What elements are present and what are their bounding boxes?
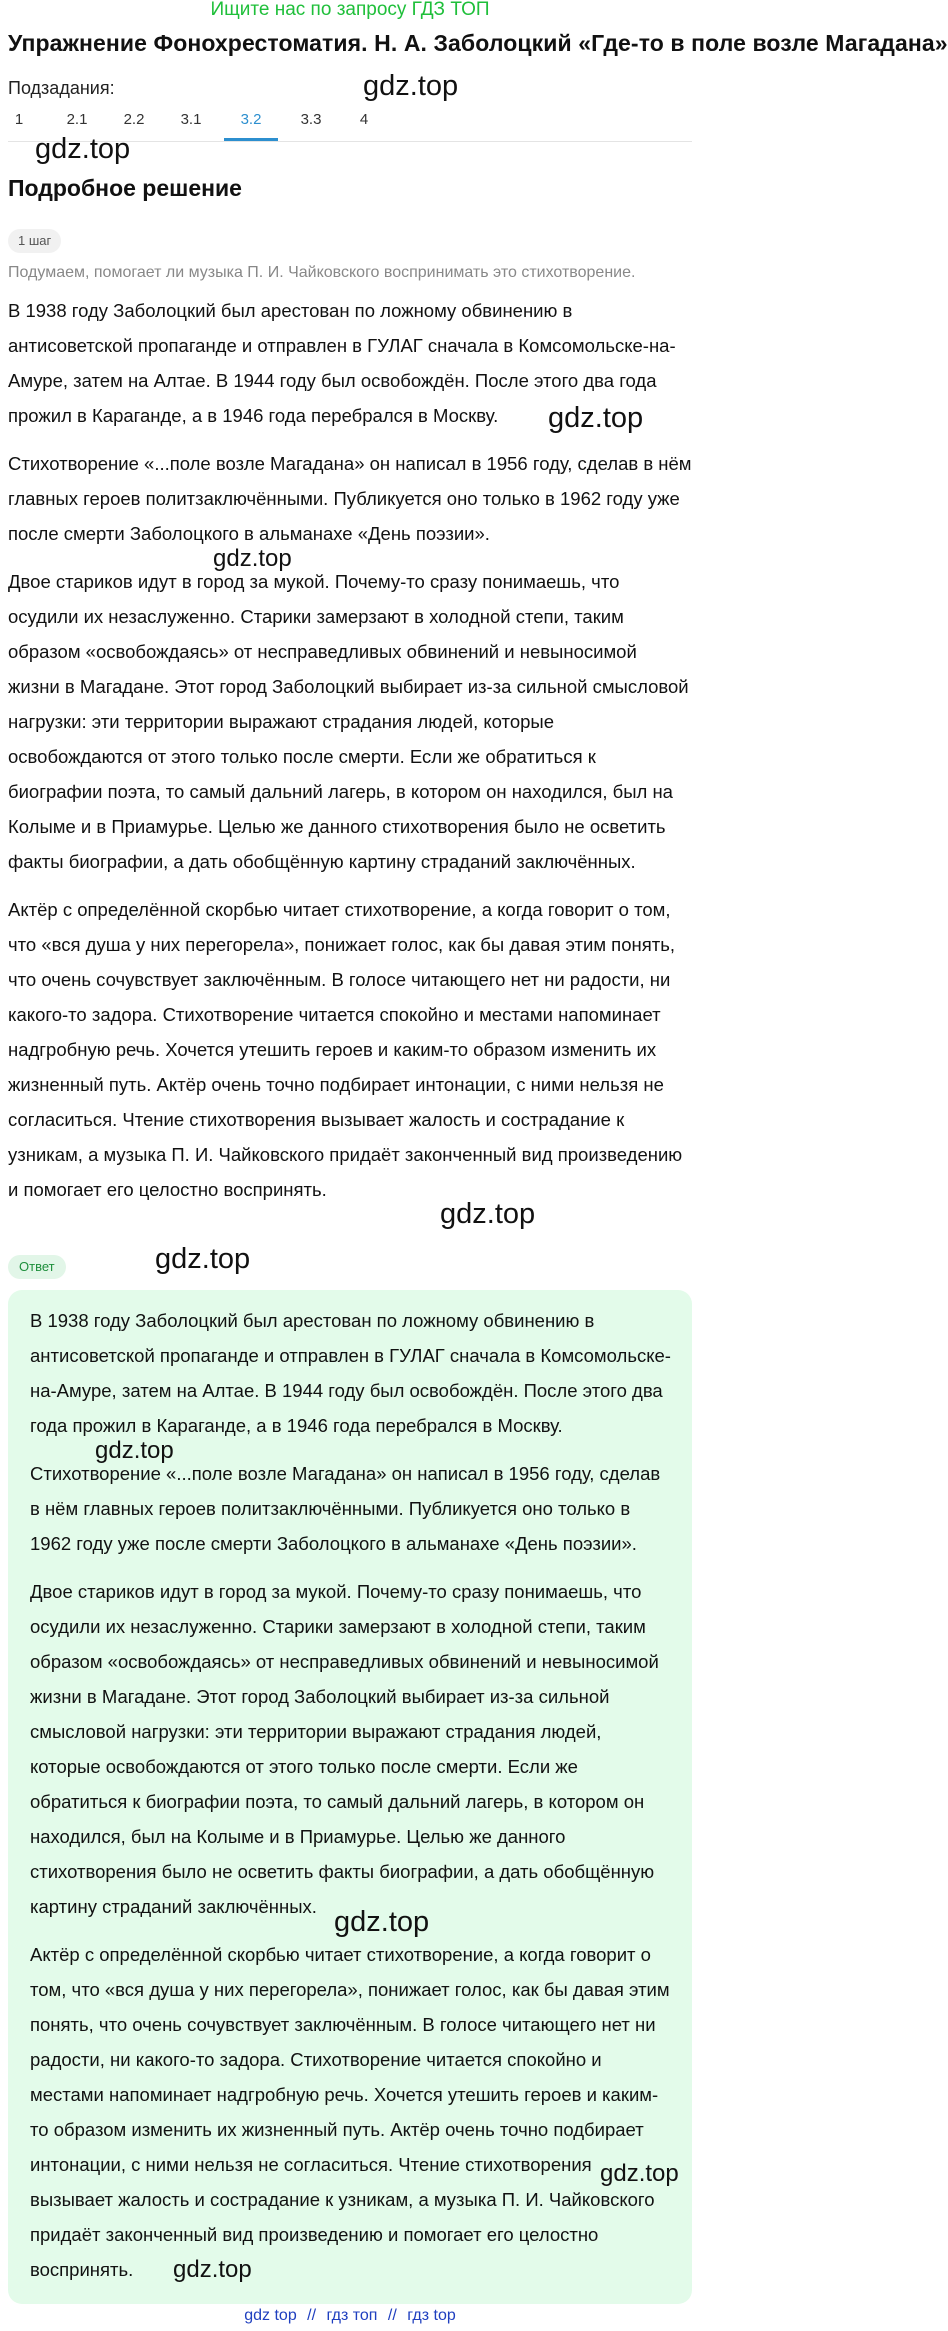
section-title: Подробное решение [8,175,242,201]
watermark: gdz.top [173,2256,252,2283]
footer-separator: // [307,2307,317,2324]
subtask-tab-3-2[interactable]: 3.2 [224,108,278,141]
watermark: gdz.top [440,1198,536,1230]
question-text: Подумаем, помогает ли музыка П. И. Чайковского воспринимать это стихотворение. [8,264,636,281]
solution-paragraph: Двое стариков идут в город за мукой. Почему-то сразу понимаешь, что осудили их незаслуженно. Старики замерзают в холодной степи, таким образом «освобождаясь» от несправедливых обвинений и невыносимой жизни в Магадане. Этот город Заболоцкий выбирает из-за сильной смысловой нагрузки: эти территории выражают страдания людей, которые освобождаются от этого только после смерти. Если же обратиться к биографии поэта, то самый дальний лагерь, в котором он находился, был на Колыме и в Приамурье. Целью же данного стихотворения было не осветить факты биографии, а дать обобщённую картину страданий заключённых. [8,571,689,872]
subtask-tab-3-3[interactable]: 3.3 [300,111,322,128]
footer-link[interactable]: гдз топ [326,2307,378,2324]
watermark: gdz.top [600,2160,679,2187]
page-title: Упражнение Фонохрестоматия. Н. А. Заболоцкий «Где-то в поле возле Магадана» [8,30,948,56]
answer-paragraph: В 1938 году Заболоцкий был арестован по ложному обвинению в антисоветской пропаганде и отправлен в ГУЛАГ сначала в Комсомольске-на-Амуре, затем на Алтае. В 1944 году был освобождён. После этого два года прожил в Караганде, а в 1946 года перебрался в Москву. [30,1310,671,1436]
solution-paragraph: Актёр с определённой скорбью читает стихотворение, а когда говорит о том, что «вся душа у них перегорела», понижает голос, как бы давая этим понять, что очень сочувствует заключённым. В голосе читающего нет ни радости, ни какого-то задора. Стихотворение читается спокойно и местами напоминает надгробную речь. Хочется утешить героев и каким-то образом изменить их жизненный путь. Актёр очень точно подбирает интонации, с ними нельзя не согласиться. Чтение стихотворения вызывает жалость и сострадание к узникам, а музыка П. И. Чайковского придаёт законченный вид произведению и помогает его целостно воспринять. [8,899,683,1200]
answer-badge: Ответ [8,1255,66,1279]
watermark: gdz.top [334,1906,430,1938]
subtask-tab-3-1[interactable]: 3.1 [180,111,202,128]
answer-paragraph: Двое стариков идут в город за мукой. Почему-то сразу понимаешь, что осудили их незаслуженно. Старики замерзают в холодной степи, таким образом «освобождаясь» от несправедливых обвинений и невыносимой жизни в Магадане. Этот город Заболоцкий выбирает из-за сильной смысловой нагрузки: эти территории выражают страдания людей, которые освобождаются от этого только после смерти. Если же обратиться к биографии поэта, то самый дальний лагерь, в котором он находился, был на Колыме и в Приамурье. Целью же данного стихотворения было не осветить факты биографии, а дать обобщённую картину страданий заключённых. [30,1581,659,1917]
watermark: gdz.top [363,70,459,102]
step-badge: 1 шаг [8,229,61,253]
search-banner: Ищите нас по запросу ГДЗ ТОП [210,0,490,20]
subtask-tab-1[interactable]: 1 [14,111,24,128]
answer-paragraph: Актёр с определённой скорбью читает стихотворение, а когда говорит о том, что «вся душа у них перегорела», понижает голос, как бы давая этим понять, что очень сочувствует заключённым. В голосе читающего нет ни радости, ни какого-то задора. Стихотворение читается спокойно и местами напоминает надгробную речь. Хочется утешить героев и каким-то образом изменить их жизненный путь. Актёр очень точно подбирает интонации, с ними нельзя не согласиться. Чтение стихотворения вызывает жалость и сострадание к узникам, а музыка П. И. Чайковского придаёт законченный вид произведению и помогает его целостно воспринять. [30,1944,670,2280]
footer-link[interactable]: гдз top [407,2307,456,2324]
subtask-tab-2-2[interactable]: 2.2 [123,111,145,128]
watermark: gdz.top [548,402,644,434]
subtask-tab-2-1[interactable]: 2.1 [66,111,88,128]
watermark: gdz.top [35,133,131,165]
watermark: gdz.top [95,1437,174,1464]
footer-separator: // [387,2307,397,2324]
subtasks-label: Подзадания: [8,78,115,98]
answer-paragraph: Стихотворение «...поле возле Магадана» он написал в 1956 году, сделав в нём главных героев политзаключёнными. Публикуется оно только в 1962 году уже после смерти Заболоцкого в альманахе «День поэзии». [30,1463,661,1554]
subtask-tab-4[interactable]: 4 [359,111,369,128]
solution-paragraph: Стихотворение «...поле возле Магадана» он написал в 1956 году, сделав в нём главных героев политзаключёнными. Публикуется оно только в 1962 году уже после смерти Заболоцкого в альманахе «День поэзии». [8,453,692,544]
watermark: gdz.top [155,1243,251,1275]
footer-link[interactable]: gdz top [244,2307,297,2324]
watermark: gdz.top [213,545,292,572]
footer-links [0,2307,700,2325]
solution-paragraph: В 1938 году Заболоцкий был арестован по ложному обвинению в антисоветской пропаганде и отправлен в ГУЛАГ сначала в Комсомольске-на-Амуре, затем на Алтае. В 1944 году был освобождён. После этого два года прожил в Караганде, а в 1946 года перебрался в Москву. [8,300,676,426]
